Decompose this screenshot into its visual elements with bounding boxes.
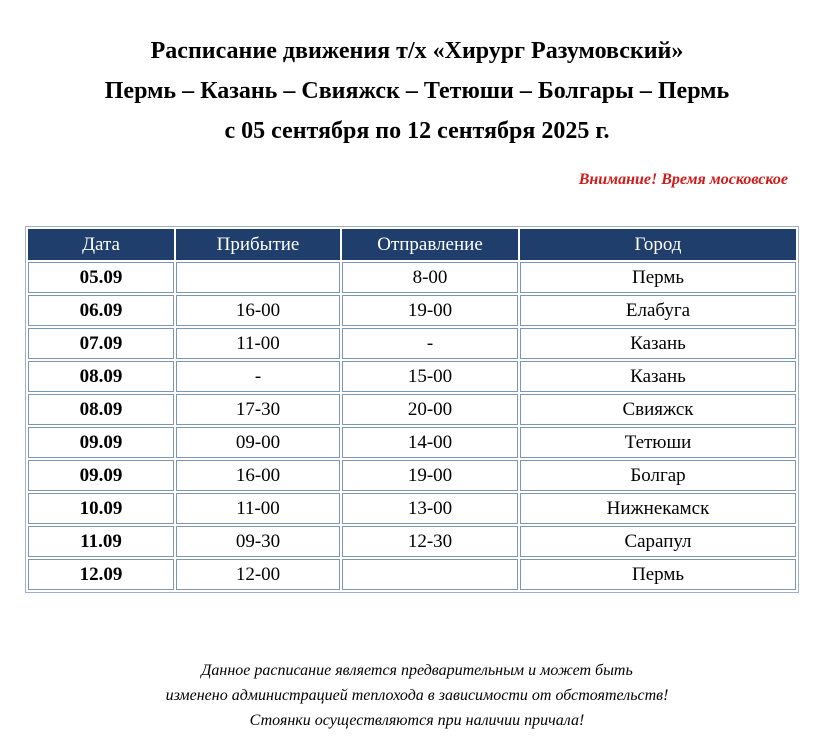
arrival-cell bbox=[176, 262, 340, 293]
city-cell: Елабуга bbox=[520, 295, 796, 326]
disclaimer-line: Стоянки осуществляются при наличии причала! bbox=[249, 712, 585, 729]
disclaimer-line: Данное расписание является предварительным и может быть bbox=[201, 662, 633, 679]
departure-cell: 15-00 bbox=[342, 361, 518, 392]
table-row bbox=[28, 493, 796, 524]
table-row bbox=[28, 328, 796, 359]
table-row bbox=[28, 295, 796, 326]
city-cell: Нижнекамск bbox=[520, 493, 796, 524]
arrival-cell: 09-30 bbox=[176, 526, 340, 557]
city-cell: Пермь bbox=[520, 559, 796, 590]
column-header-city: Город bbox=[520, 229, 796, 260]
table-row bbox=[28, 394, 796, 425]
date-cell: 07.09 bbox=[28, 328, 174, 359]
city-cell: Свияжск bbox=[520, 394, 796, 425]
city-cell: Болгар bbox=[520, 460, 796, 491]
date-cell: 12.09 bbox=[28, 559, 174, 590]
arrival-cell: 16-00 bbox=[176, 460, 340, 491]
date-cell: 11.09 bbox=[28, 526, 174, 557]
schedule-table bbox=[25, 226, 799, 593]
column-header-date: Дата bbox=[28, 229, 174, 260]
departure-cell bbox=[342, 559, 518, 590]
arrival-cell: - bbox=[176, 361, 340, 392]
arrival-cell: 11-00 bbox=[176, 328, 340, 359]
city-cell: Пермь bbox=[520, 262, 796, 293]
disclaimer-line: изменено администрацией теплохода в зависимости от обстоятельств! bbox=[165, 687, 669, 704]
page-title: Расписание движения т/х «Хирург Разумовский» bbox=[150, 38, 684, 64]
departure-cell: 20-00 bbox=[342, 394, 518, 425]
date-cell: 09.09 bbox=[28, 460, 174, 491]
date-cell: 10.09 bbox=[28, 493, 174, 524]
date-range-title: с 05 сентября по 12 сентября 2025 г. bbox=[224, 118, 610, 144]
city-cell: Казань bbox=[520, 328, 796, 359]
date-cell: 08.09 bbox=[28, 361, 174, 392]
date-cell: 06.09 bbox=[28, 295, 174, 326]
table-row bbox=[28, 262, 796, 293]
table-row bbox=[28, 460, 796, 491]
column-header-arrival: Прибытие bbox=[176, 229, 340, 260]
table-row bbox=[28, 361, 796, 392]
departure-cell: 13-00 bbox=[342, 493, 518, 524]
date-cell: 05.09 bbox=[28, 262, 174, 293]
city-cell: Казань bbox=[520, 361, 796, 392]
disclaimer-note bbox=[0, 658, 834, 733]
table-row bbox=[28, 559, 796, 590]
departure-cell: 12-30 bbox=[342, 526, 518, 557]
departure-cell: 8-00 bbox=[342, 262, 518, 293]
route-title: Пермь – Казань – Свияжск – Тетюши – Болгары – Пермь bbox=[104, 78, 730, 104]
table-row bbox=[28, 427, 796, 458]
header-row bbox=[28, 229, 796, 260]
city-cell: Сарапул bbox=[520, 526, 796, 557]
departure-cell: 19-00 bbox=[342, 295, 518, 326]
column-header-departure: Отправление bbox=[342, 229, 518, 260]
arrival-cell: 17-30 bbox=[176, 394, 340, 425]
date-cell: 08.09 bbox=[28, 394, 174, 425]
departure-cell: 14-00 bbox=[342, 427, 518, 458]
table-row bbox=[28, 526, 796, 557]
city-cell: Тетюши bbox=[520, 427, 796, 458]
arrival-cell: 12-00 bbox=[176, 559, 340, 590]
arrival-cell: 16-00 bbox=[176, 295, 340, 326]
timezone-warning: Внимание! Время московское bbox=[578, 171, 788, 188]
departure-cell: 19-00 bbox=[342, 460, 518, 491]
arrival-cell: 11-00 bbox=[176, 493, 340, 524]
departure-cell: - bbox=[342, 328, 518, 359]
date-cell: 09.09 bbox=[28, 427, 174, 458]
arrival-cell: 09-00 bbox=[176, 427, 340, 458]
